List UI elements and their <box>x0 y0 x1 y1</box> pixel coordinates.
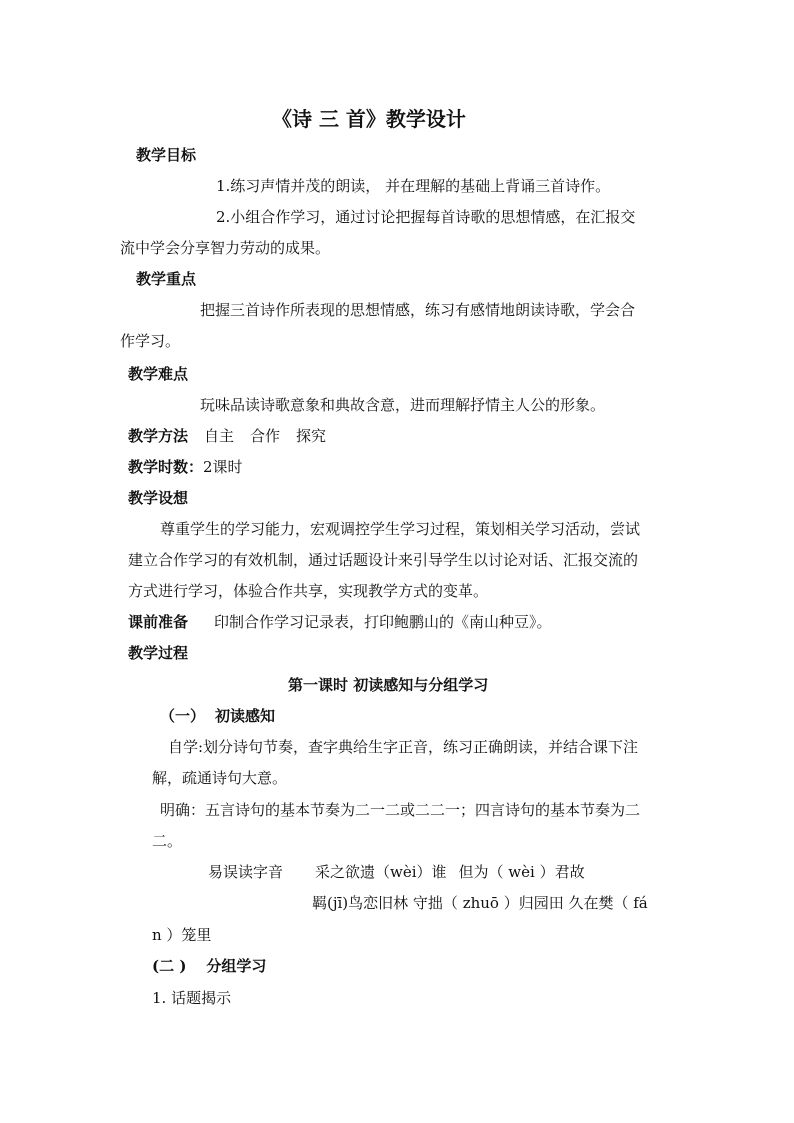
methods-line <box>128 426 326 446</box>
clarify-line-1: 明确：五言诗句的基本节奏为二一二或二二一；四言诗句的基本节奏为二 <box>160 801 641 819</box>
lesson-1-heading: 第一课时 初读感知与分组学习 <box>288 676 489 694</box>
key-points-line-2: 作学习。 <box>120 332 181 350</box>
goal-item-1: 1.练习声情并茂的朗读， 并在理解的基础上背诵三首诗作。 <box>216 177 611 195</box>
heading-teaching-goals: 教学目标 <box>136 146 197 164</box>
section-1-heading <box>160 706 275 726</box>
hours-line <box>128 457 243 477</box>
section-2-heading <box>152 956 266 976</box>
misread-item: 但为（ wèi ）君故 <box>458 863 585 881</box>
self-study-line-2: 解，疏通诗句大意。 <box>152 769 288 787</box>
difficulties-text: 玩味品读诗歌意象和典故含意，进而理解抒情主人公的形象。 <box>200 396 606 414</box>
heading-hours: 教学时数： <box>128 458 204 476</box>
document-title: 《诗 三 首》教学设计 <box>272 107 466 131</box>
misread-line-2: 羁(jī)鸟恋旧林 守拙（ zhuō ）归园田 久在樊（ fá <box>312 894 648 912</box>
heading-difficulties: 教学难点 <box>128 365 189 383</box>
method-item: 合作 <box>250 427 281 445</box>
heading-preparation: 课前准备 <box>128 613 189 631</box>
idea-line-1: 尊重学生的学习能力，宏观调控学生学习过程，策划相关学习活动，尝试 <box>160 520 641 538</box>
heading-teaching-idea: 教学设想 <box>128 489 189 507</box>
method-item: 探究 <box>296 427 327 445</box>
goal-item-2-line-2: 流中学会分享智力劳动的成果。 <box>120 239 331 257</box>
heading-methods: 教学方法 <box>128 427 189 445</box>
idea-line-2: 建立合作学习的有效机制，通过话题设计来引导学生以讨论对话、汇报交流的 <box>128 551 639 569</box>
method-item: 自主 <box>204 427 235 445</box>
hours-value: 2课时 <box>203 458 243 476</box>
misread-label: 易误读字音 <box>208 863 284 881</box>
heading-teaching-process: 教学过程 <box>128 644 189 662</box>
self-study-line-1: 自学:划分诗句节奏，查字典给生字正音，练习正确朗读，并结合课下注 <box>168 738 639 756</box>
topic-item-1: 1. 话题揭示 <box>152 989 232 1007</box>
goal-item-2-line-1: 2.小组合作学习，通过讨论把握每首诗歌的思想情感，在汇报交 <box>216 208 636 226</box>
preparation-line <box>128 612 552 632</box>
idea-line-3: 方式进行学习，体验合作共享，实现教学方式的变革。 <box>128 582 489 600</box>
preparation-text: 印制合作学习记录表，打印鲍鹏山的《南山种豆》。 <box>214 613 552 631</box>
misread-item: 采之欲遗（wèi）谁 <box>315 863 447 881</box>
misread-line-3: n ）笼里 <box>152 926 212 944</box>
heading-key-points: 教学重点 <box>136 270 197 288</box>
clarify-line-2: 二。 <box>152 832 183 850</box>
section-title: 初读感知 <box>215 707 276 725</box>
section-number: （一） <box>160 707 206 725</box>
key-points-line-1: 把握三首诗作所表现的思想情感，练习有感情地朗读诗歌，学会合 <box>200 301 636 319</box>
section-number: (二 ) <box>152 957 187 975</box>
misread-line-1 <box>208 862 585 882</box>
section-title: 分组学习 <box>206 957 267 975</box>
